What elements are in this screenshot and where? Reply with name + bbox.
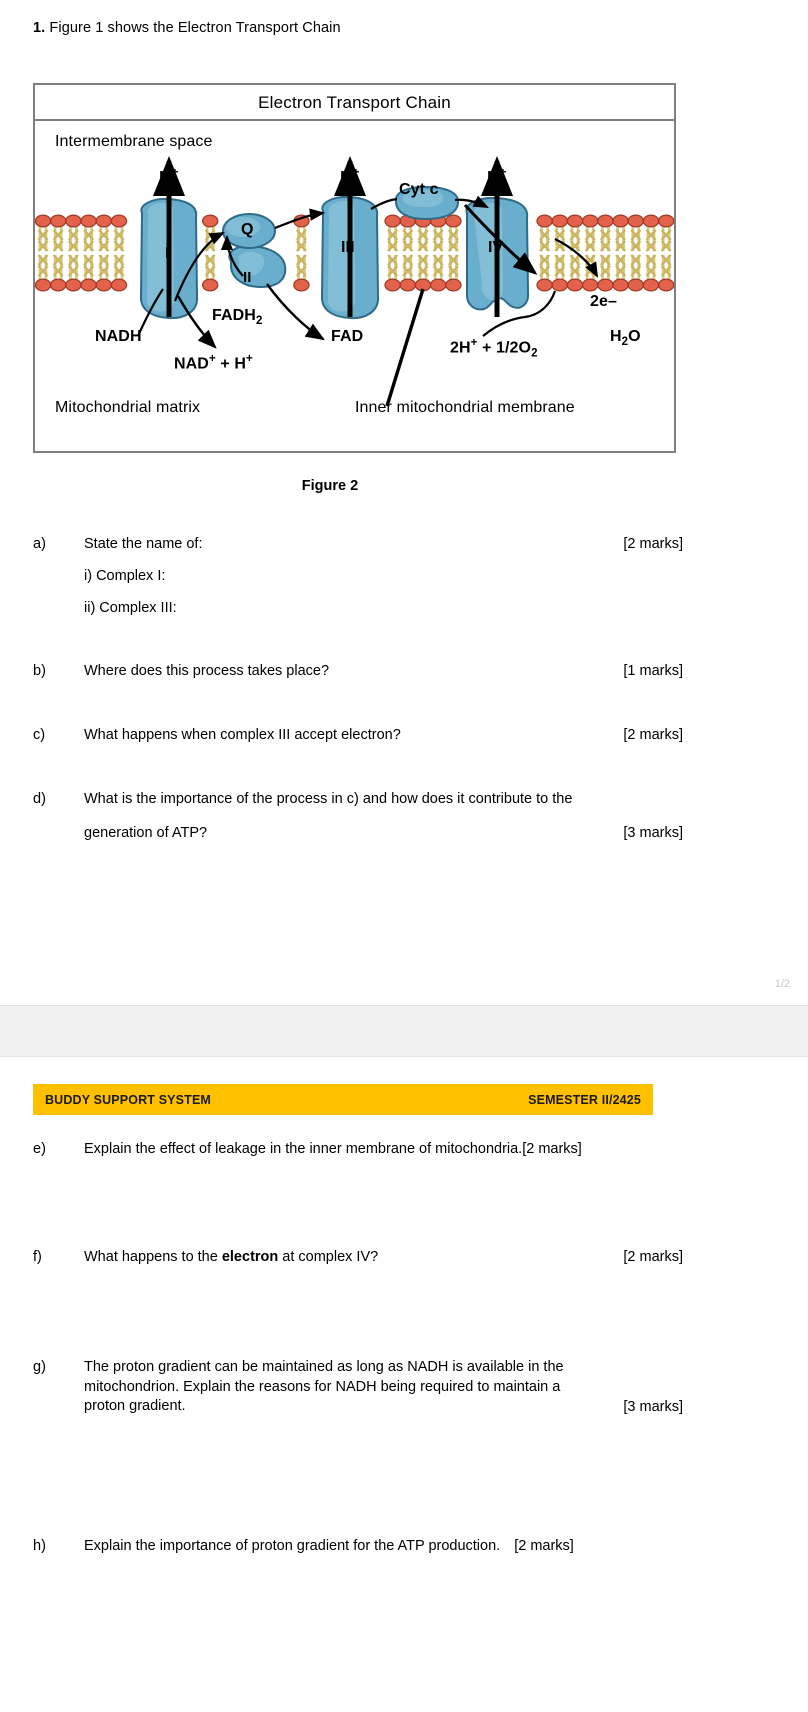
question-f: [33, 1246, 683, 1268]
label-2-electrons: 2e–: [590, 293, 617, 310]
question-b-text: Where does this process takes place?: [84, 663, 330, 679]
question-c-text: What happens when complex III accept electron?: [84, 727, 401, 743]
figure-box: [33, 83, 676, 453]
question-b-marks: [1 marks]: [623, 663, 683, 679]
banner-right-text: SEMESTER II/2425: [528, 1092, 641, 1107]
inner-membrane-pointer: [387, 289, 423, 406]
question-heading-text: Figure 1 shows the Electron Transport Chain: [45, 20, 341, 36]
label-fadh2: $FADH_2$: [212, 307, 263, 328]
banner-left-text: BUDDY SUPPORT SYSTEM: [45, 1092, 211, 1107]
question-g-text-line-2: mitochondrion. Explain the reasons for NADH being required to maintain a: [84, 1378, 561, 1395]
figure-diagram: [35, 121, 674, 451]
question-g-text-line-1: The proton gradient can be maintained as long as NADH is available in the: [84, 1359, 564, 1375]
question-c: [33, 724, 683, 746]
label-cyt-c: Cyt c: [399, 181, 439, 198]
label-mitochondrial-matrix: Mitochondrial matrix: [55, 399, 201, 416]
question-h: [33, 1535, 683, 1557]
label-nadh: NADH: [95, 328, 142, 345]
label-proton-3: H+: [487, 165, 507, 187]
question-number: 1.: [33, 20, 46, 36]
question-c-marks: [2 marks]: [623, 727, 683, 743]
question-f-marks: [2 marks]: [623, 1249, 683, 1265]
question-a-sub-i: [33, 565, 683, 587]
question-a-sub-ii: [33, 597, 683, 619]
question-g-marks: [3 marks]: [623, 1399, 683, 1415]
label-proton-1: H+: [159, 165, 179, 187]
question-g-marker: g): [33, 1359, 46, 1375]
question-b-marker: b): [33, 663, 46, 679]
label-complex-IV: IV: [488, 239, 504, 256]
label-complex-I: I: [165, 245, 170, 262]
question-h-marker: h): [33, 1538, 46, 1554]
question-h-marks: [2 marks]: [514, 1538, 574, 1554]
question-f-bold-word: electron: [221, 1249, 279, 1265]
page-number: 1/2: [774, 978, 790, 990]
question-f-text: What happens to the electron at complex IV?: [84, 1249, 379, 1265]
question-heading: [33, 18, 341, 38]
question-a-sub-i-text: i) Complex I:: [84, 568, 166, 584]
footer-banner: [33, 1084, 653, 1115]
question-a: [33, 533, 683, 555]
question-a-marker: a): [33, 536, 46, 552]
question-d-marker: d): [33, 791, 46, 807]
question-g-text-line-3: proton gradient.: [84, 1398, 186, 1415]
question-d-text-line-1: What is the importance of the process in c) and how does it contribute to the: [84, 791, 573, 807]
question-c-marker: c): [33, 727, 46, 743]
question-h-text: Explain the importance of proton gradient for the ATP production. [2 marks]: [84, 1538, 574, 1554]
question-a-marks: [2 marks]: [623, 536, 683, 552]
question-e-text: Explain the effect of leakage in the inner membrane of mitochondria.[2 marks]: [84, 1141, 582, 1157]
question-e-marks: [2 marks]: [522, 1141, 582, 1157]
label-fad: FAD: [331, 328, 364, 345]
label-intermembrane-space: Intermembrane space: [55, 133, 213, 150]
figure-title: Electron Transport Chain: [35, 85, 674, 121]
document-page-2: [0, 1057, 808, 1712]
question-d-marks: [3 marks]: [623, 825, 683, 841]
question-a-sub-ii-text: ii) Complex III:: [84, 600, 177, 616]
question-g: [33, 1358, 683, 1417]
question-f-marker: f): [33, 1249, 42, 1265]
label-nad-plus-h: NAD+ + H+: [174, 353, 253, 373]
question-b: [33, 660, 683, 682]
question-a-text: State the name of:: [84, 536, 203, 552]
figure-caption: Figure 2: [301, 478, 359, 494]
label-proton-2: H+: [340, 165, 360, 187]
question-e: [33, 1138, 683, 1160]
page-separator: [0, 1005, 808, 1057]
question-e-marker: e): [33, 1141, 46, 1157]
question-d-text-line-2: generation of ATP?: [84, 825, 208, 842]
label-complex-II: II: [243, 269, 252, 286]
label-2h-half-o2: $2H^+ + 1/2O_2$: [450, 337, 538, 360]
label-complex-III: III: [341, 239, 355, 256]
label-ubiquinone-Q: Q: [241, 221, 254, 238]
question-d: [33, 788, 683, 845]
label-water: $H_2O$: [610, 328, 641, 349]
complex-II-shape: [229, 246, 285, 287]
label-inner-mitochondrial-membrane: Inner mitochondrial membrane: [355, 399, 575, 416]
fadh2-oxidation-arrow: [267, 284, 323, 339]
